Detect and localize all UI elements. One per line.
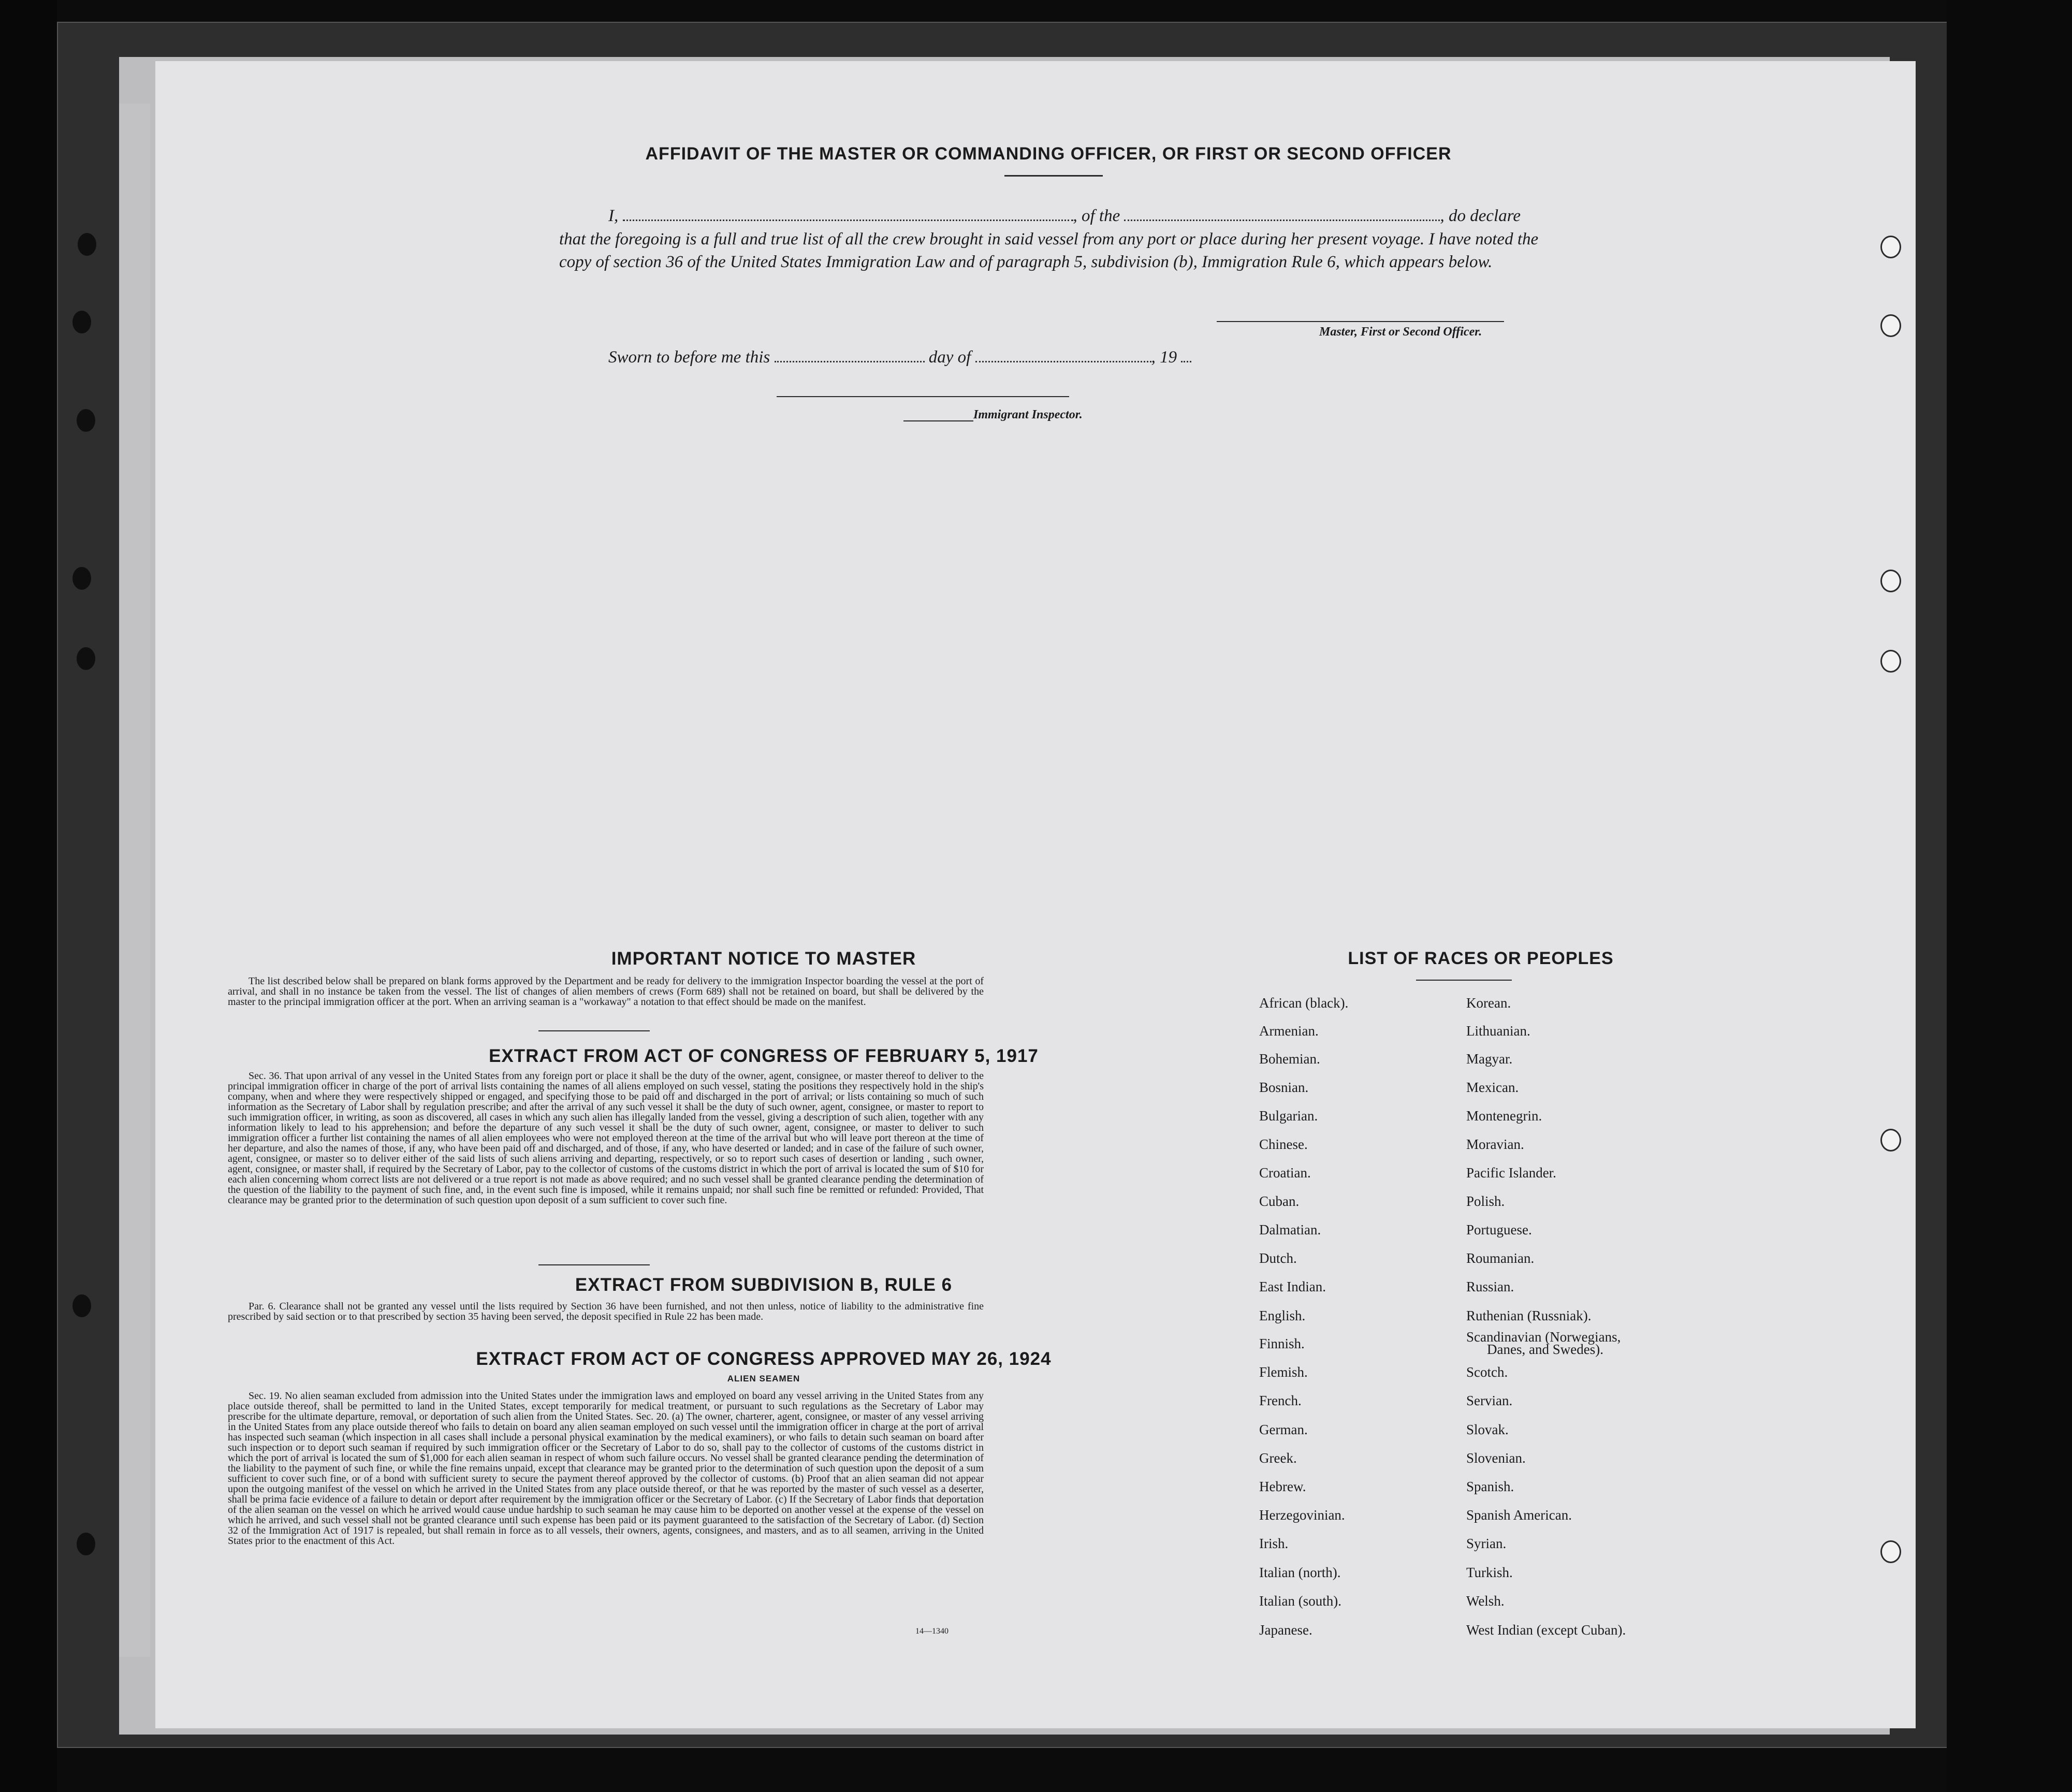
section-divider (538, 1264, 650, 1265)
binder-hole (77, 647, 95, 670)
race-item: Greek. (1259, 1450, 1297, 1466)
race-item: Turkish. (1466, 1565, 1513, 1580)
rule6-heading: EXTRACT FROM SUBDIVISION B, RULE 6 (575, 1275, 953, 1295)
declaration-body: that the foregoing is a full and true list of all the crew brought in said vessel from any port or place during her present voyage. I have noted the copy of section 36 of the United States Immigration Law and of paragraph 5, subdivision (b), Immigration Rule 6, which appears below. (559, 230, 1539, 271)
year-blank[interactable] (1181, 357, 1191, 362)
notice-heading: IMPORTANT NOTICE TO MASTER (611, 949, 916, 969)
race-item: Irish. (1259, 1536, 1289, 1551)
race-item: English. (1259, 1308, 1306, 1323)
race-item: East Indian. (1259, 1279, 1326, 1294)
race-item: Pacific Islander. (1466, 1165, 1556, 1181)
inspector-short-line (903, 420, 973, 421)
binder-hole (1880, 650, 1901, 673)
race-item: Armenian. (1259, 1023, 1319, 1039)
section-divider (538, 1030, 650, 1031)
inspector-label: Immigrant Inspector. (973, 408, 1083, 421)
race-item: Korean. (1466, 995, 1511, 1011)
race-item: Portuguese. (1466, 1222, 1532, 1237)
sworn-prefix: Sworn to before me this (608, 348, 770, 367)
race-item: Mexican. (1466, 1080, 1519, 1095)
race-item: Japanese. (1259, 1622, 1312, 1638)
title-underline (1004, 175, 1103, 177)
race-item: Welsh. (1466, 1593, 1505, 1609)
binder-hole (1880, 1540, 1901, 1563)
race-item: Herzegovinian. (1259, 1507, 1345, 1523)
race-item: Scotch. (1466, 1364, 1508, 1380)
race-item: Roumanian. (1466, 1250, 1535, 1266)
extract-1917-text: Sec. 36. That upon arrival of any vessel in the United States from any foreign port or place it shall be the duty of the owner, agent, consignee, or master thereof to deliver to the principal immigration officer in charge of the port of arrival lists containing the names of all aliens employed on such vessel, stating the positions they respectively hold in the ship's company, when and where they were respectively shipped or engaged, and specifying those to be paid off and discharged in the port of arrival; or lists containing so much of such information as the Secretary of Labor shall by regulation prescribe; and after the arrival of any such vessel it shall be the duty of such owner, agent, consignee, or master to report to such immigration officer, in writing, as soon as discovered, all cases in which any such alien has illegally landed from the vessel, giving a description of such alien, together with any information likely to lead to his apprehension; and before the departure of any such vessel it shall be the duty of such owner, agent, consignee, or master to deliver to such immigration officer a further list containing the names of all alien employees who were not employed thereon at the time of the arrival but who will leave port thereon at the time of her departure, and also the names of those, if any, who have been paid off and discharged, and of those, if any, who have deserted or landed; and in case of the failure of such owner, agent, consignee, or master so to deliver either of the said lists of such aliens arriving and departing, respectively, or so to report such cases of desertion or landing , such owner, agent, consignee, or master shall, if required by the Secretary of Labor, pay to the collector of customs of the customs district in which the port of arrival is located the sum of $10 for each alien concerning whom correct lists are not delivered or a true report is not made as above required; and no such vessel shall be granted clearance pending the determination of the question of the liability to the payment of such fine, and, in the event such fine is imposed, while it remains unpaid; nor shall such fine be remitted or refunded: Provided, That clearance may be granted prior to the determination of such question upon deposit of a sum sufficient to cover such fine. (228, 1070, 984, 1206)
race-item: Spanish American. (1466, 1507, 1572, 1523)
form-number: 14—1340 (915, 1627, 949, 1636)
race-item: Croatian. (1259, 1165, 1311, 1181)
races-underline (1416, 980, 1512, 981)
race-item: Bosnian. (1259, 1080, 1309, 1095)
binder-hole (1880, 1129, 1901, 1152)
page-stub (119, 104, 150, 1657)
binder-hole (1880, 570, 1901, 592)
binder-hole (78, 233, 96, 256)
race-item: Italian (north). (1259, 1565, 1341, 1580)
affidavit-title: AFFIDAVIT OF THE MASTER OR COMMANDING OFFICER, OR FIRST OR SECOND OFFICER (645, 144, 1452, 164)
vessel-blank[interactable] (1124, 215, 1440, 221)
name-blank[interactable] (623, 215, 1073, 221)
race-item: African (black). (1259, 995, 1349, 1011)
sworn-year: , 19 (1151, 348, 1177, 367)
binder-hole (77, 1533, 95, 1555)
declaration-suffix: , do declare (1440, 207, 1521, 225)
race-item: West Indian (except Cuban). (1466, 1622, 1626, 1638)
binder-hole (72, 567, 91, 590)
race-item: Italian (south). (1259, 1593, 1341, 1609)
race-item: Magyar. (1466, 1051, 1513, 1067)
sworn-day-of: day of (928, 348, 971, 367)
binder-edge (0, 0, 57, 1792)
extract-1924-text: Sec. 19. No alien seaman excluded from admission into the United States under the immigration laws and employed on board any vessel arriving in the United States from any place outside thereof, shall be permitted to land in the United States, except temporarily for medical treatment, or pursuant to such regulations as the Secretary of Labor may prescribe for the ultimate departure, removal, or deportation of such alien from the United States. Sec. 20. (a) The owner, charterer, agent, consignee, or master of any vessel arriving in the United States from any place outside thereof who fails to detain on board any alien seaman employed on such vessel until the immigration officer in charge at the port of arrival has inspected such seaman (which inspection in all cases shall include a personal physical examination by the medical examiners), or who fails to detain such seaman on board after such inspection or to deport such seaman if required by such immigration officer or the Secretary of Labor to do so, shall pay to the collector of customs of the customs district in which the port of arrival is located the sum of $1,000 for each alien seaman in respect of whom such failure occurs. No vessel shall be granted clearance pending the determination of the liability to the payment of such fine, or while the fine remains unpaid, except that clearance may be granted prior to the determination of such question upon the deposit of a sum sufficient to cover such fine, or of a bond with sufficient surety to secure the payment thereof approved by the collector of customs. (b) Proof that an alien seaman did not appear upon the outgoing manifest of the vessel on which he arrived in the United States from any place outside thereof, or that he was reported by the master of such vessel as a deserter, shall be prima facie evidence of a failure to detain or deport after requirement by the immigration officer or the Secretary of Labor. (c) If the Secretary of Labor finds that deportation of the alien seaman on the vessel on which he arrived would cause undue hardship to such seaman he may cause him to be deported on another vessel at the expense of the vessel on which he arrived, and such vessel shall not be granted clearance until such expense has been paid or its payment guaranteed to the satisfaction of the Secretary of Labor. (d) Section 32 of the Immigration Act of 1917 is repealed, but shall remain in force as to all vessels, their owners, agents, consignees, and masters, and as to all seamen, arriving in the United States prior to the enactment of this Act. (228, 1390, 984, 1547)
race-item: Flemish. (1259, 1364, 1308, 1380)
sworn-line (608, 346, 1281, 369)
race-item: Dalmatian. (1259, 1222, 1321, 1237)
race-item: French. (1259, 1393, 1302, 1408)
binder-hole (72, 311, 91, 333)
month-blank[interactable] (975, 357, 1151, 362)
signature-line[interactable] (1217, 321, 1504, 322)
binder-hole (1880, 314, 1901, 337)
race-item: Moravian. (1466, 1137, 1524, 1152)
race-item: German. (1259, 1422, 1308, 1437)
declaration-line (559, 205, 1548, 227)
race-item: Finnish. (1259, 1336, 1305, 1351)
race-item (1466, 1331, 1621, 1356)
race-item: Polish. (1466, 1193, 1505, 1209)
race-item: Ruthenian (Russniak). (1466, 1308, 1592, 1323)
race-item: Syrian. (1466, 1536, 1507, 1551)
inspector-signature-line[interactable] (777, 396, 1069, 397)
notice-text: The list described below shall be prepared on blank forms approved by the Department and be ready for delivery to the immigration Inspector boarding the vessel at the port of arrival, and shall in no instance be taken from the vessel. The list of changes of alien members of crews (Form 689) shall not be retained on board, but shall be delivered by the master to the principal immigration officer at the port. When an arriving seaman is a "workaway" a notation to that effect should be made on the manifest. (228, 975, 984, 1008)
day-blank[interactable] (775, 357, 925, 362)
race-item: Slovenian. (1466, 1450, 1526, 1466)
race-item-line: Danes, and Swedes). (1487, 1342, 1603, 1357)
races-heading: LIST OF RACES OR PEOPLES (1348, 949, 1614, 968)
race-item: Montenegrin. (1466, 1108, 1542, 1124)
declaration-of: , of the (1073, 207, 1120, 225)
race-item: Lithuanian. (1466, 1023, 1530, 1039)
binder-hole (77, 409, 95, 432)
declaration-prefix: I, (608, 207, 619, 225)
master-label: Master, First or Second Officer. (1319, 325, 1482, 339)
extract-1924-heading: EXTRACT FROM ACT OF CONGRESS APPROVED MAY 26, 1924 (476, 1349, 1052, 1369)
race-item: Cuban. (1259, 1193, 1300, 1209)
race-item: Spanish. (1466, 1479, 1514, 1494)
race-item: Bulgarian. (1259, 1108, 1318, 1124)
race-item: Servian. (1466, 1393, 1513, 1408)
scan-shadow (1947, 0, 2072, 1792)
extract-1917-heading: EXTRACT FROM ACT OF CONGRESS OF FEBRUARY 5, 1917 (489, 1046, 1039, 1066)
race-item: Bohemian. (1259, 1051, 1320, 1067)
binder-hole (72, 1294, 91, 1317)
race-item-line: Scandinavian (Norwegians, (1466, 1329, 1621, 1345)
alien-seamen-subheading: ALIEN SEAMEN (727, 1374, 800, 1383)
race-item: Hebrew. (1259, 1479, 1306, 1494)
rule6-text: Par. 6. Clearance shall not be granted any vessel until the lists required by Section 36 have been furnished, and not then unless, notice of liability to the administrative fine prescribed by said section or to that prescribed by section 35 having been served, the deposit specified in Rule 22 has been made. (228, 1301, 984, 1322)
race-item: Dutch. (1259, 1250, 1297, 1266)
race-item: Slovak. (1466, 1422, 1509, 1437)
race-item: Russian. (1466, 1279, 1514, 1294)
race-item: Chinese. (1259, 1137, 1308, 1152)
binder-hole (1880, 236, 1901, 258)
